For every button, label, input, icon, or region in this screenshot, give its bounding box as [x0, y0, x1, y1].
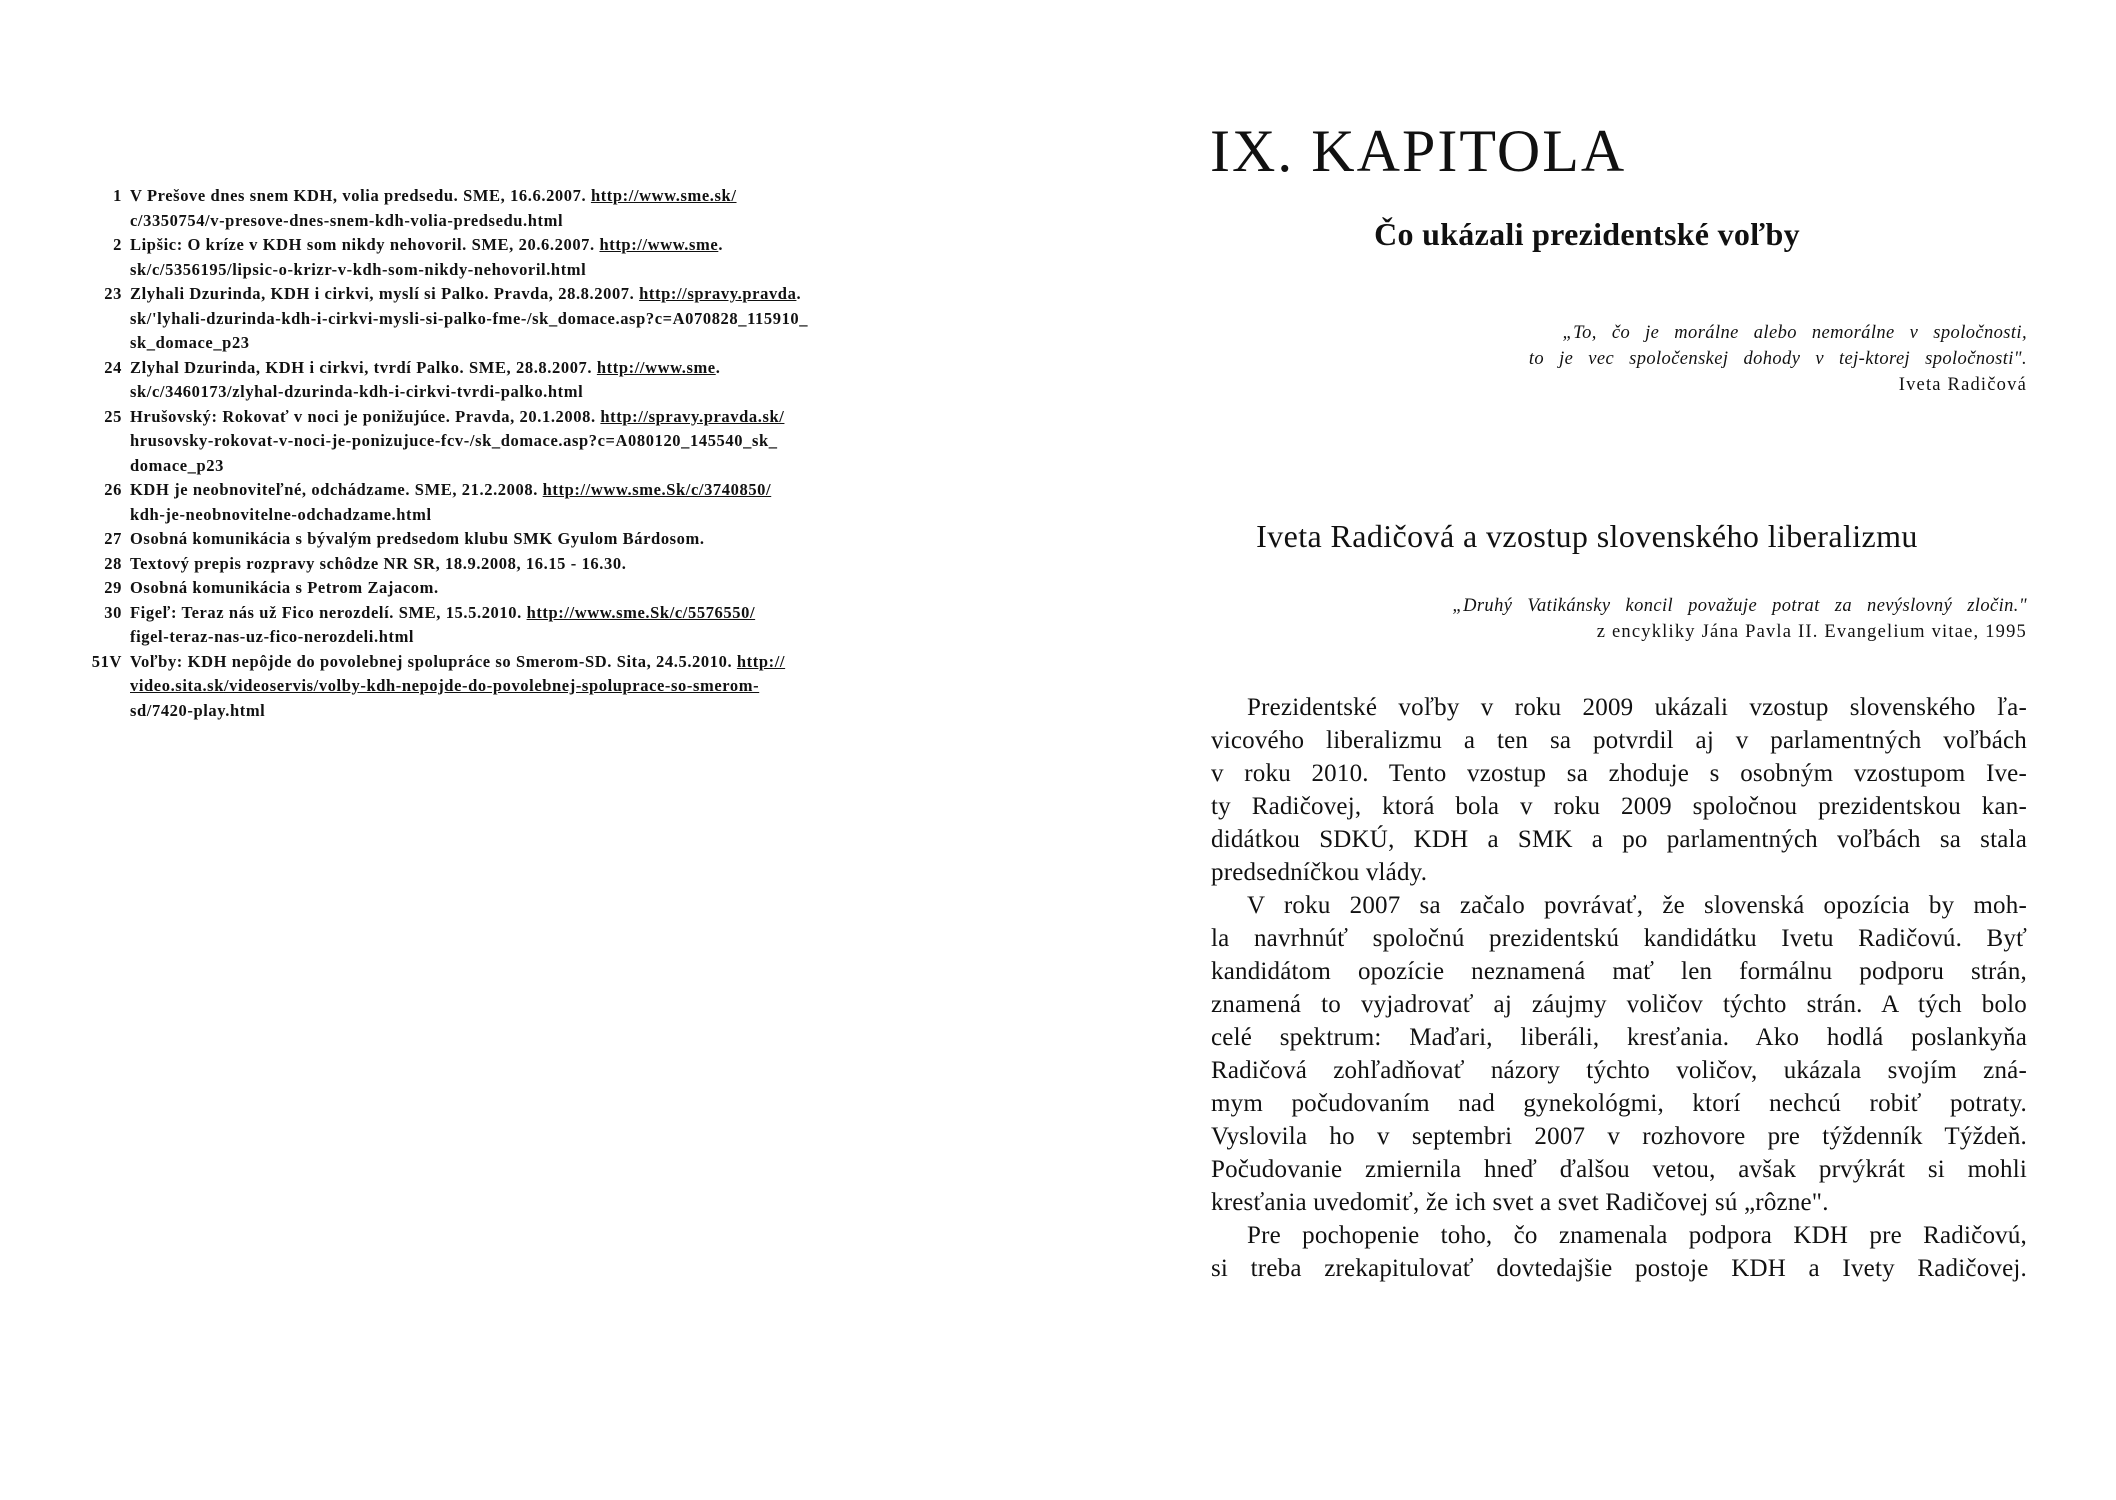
footnote-number: 29 [104, 578, 122, 597]
footnote-text: sk/'lyhali-dzurinda-kdh-i-cirkvi-mysli-si-palko-fme-/sk_domace.asp?c=A070828_115910_ [130, 308, 809, 328]
motto-line: to je vec spoločenskej dohody v tej-ktorej spoločnosti". [1528, 349, 2027, 369]
section-motto-quote [1127, 593, 2027, 645]
body-line: V roku 2007 sa začalo povrávať, že slovenská opozícia by moh- [1247, 892, 2027, 919]
footnote-line [130, 454, 904, 479]
footnote [84, 552, 904, 577]
footnote-line [130, 380, 904, 405]
footnote-line [130, 601, 904, 626]
footnote-link[interactable]: http://spravy.pravda [639, 284, 797, 303]
motto-quote [1127, 320, 2027, 398]
motto-line: „Druhý Vatikánsky koncil považuje potrat za nevýslovný zločin." [1452, 596, 2027, 616]
body-line: ty Radičovej, ktorá bola v roku 2009 spoločnou prezidentskou kan- [1211, 793, 2027, 820]
section-title: Iveta Radičová a vzostup slovenského liberalizmu [1256, 518, 1918, 554]
footnote-text: KDH je neobnoviteľné, odchádzame. SME, 21.2.2008. [130, 480, 543, 499]
footnote-link[interactable]: http://www.sme.Sk/c/3740850/ [542, 480, 772, 499]
footnote-link[interactable]: http://www.sme.sk/ [590, 186, 737, 205]
footnote-line [130, 258, 904, 283]
footnote-link[interactable]: http:// [736, 651, 786, 671]
footnote [84, 478, 904, 527]
footnote-link[interactable]: http://www.sme [599, 235, 719, 254]
footnote-text: figel-teraz-nas-uz-fico-nerozdeli.html [130, 627, 415, 646]
body-line: v roku 2010. Tento vzostup sa zhoduje s osobným vzostupom Ive- [1211, 760, 2027, 787]
footnote-text: Osobná komunikácia s bývalým predsedom klubu SMK Gyulom Bárdosom. [130, 529, 705, 548]
footnote-line [130, 282, 904, 307]
footnote-number: 51V [91, 651, 122, 671]
body-line: la navrhnúť spoločnú prezidentskú kandidátku Ivetu Radičovú. Byť [1211, 925, 2027, 952]
footnote-line [130, 674, 904, 699]
footnote [84, 233, 904, 282]
footnote-number: 2 [113, 235, 122, 254]
body-line: celé spektrum: Maďari, liberáli, kresťania. Ako hodlá poslankyňa [1211, 1024, 2027, 1051]
footnote-line [130, 552, 904, 577]
right-page [1058, 0, 2116, 1500]
footnote-number: 1 [113, 186, 122, 205]
body-line: Pre pochopenie toho, čo znamenala podpora KDH pre Radičovú, [1247, 1222, 2027, 1249]
footnote-text: sk_domace_p23 [130, 333, 250, 352]
footnotes-list [84, 184, 904, 723]
footnote-line [130, 503, 904, 528]
footnote-text: Zlyhal Dzurinda, KDH i cirkvi, tvrdí Palko. SME, 28.8.2007. [130, 357, 597, 377]
footnote-link[interactable]: http://www.sme.Sk/c/5576550/ [526, 602, 756, 622]
footnote [84, 356, 904, 405]
footnote-line [130, 576, 904, 601]
footnote [84, 650, 904, 724]
footnote-number: 30 [104, 602, 122, 622]
footnote-text-tail: . [796, 284, 802, 303]
footnote-text: c/3350754/v-presove-dnes-snem-kdh-volia-predsedu.html [130, 210, 564, 230]
body-text [1211, 691, 2027, 1285]
chapter-subtitle: Čo ukázali prezidentské voľby [1374, 216, 1800, 252]
body-line: kresťania uvedomiť, že ich svet a svet Radičovej sú „rôzne". [1211, 1189, 1829, 1216]
body-line: kandidátom opozície neznamená mať len formálnu podporu strán, [1211, 958, 2027, 985]
motto-author: Iveta Radičová [1898, 375, 2027, 395]
footnote-text: domace_p23 [130, 455, 224, 475]
footnote-link[interactable]: video.sita.sk/videoservis/volby-kdh-nepojde-do-povolebnej-spoluprace-so-smerom- [130, 676, 760, 695]
body-line: si treba zrekapitulovať dovtedajšie postoje KDH a Ivety Radičovej. [1211, 1255, 2027, 1282]
body-line: Počudovanie zmiernila hneď ďalšou vetou, avšak prvýkrát si mohli [1211, 1156, 2027, 1183]
footnote-text-tail: . [718, 235, 724, 254]
footnote-text: Osobná komunikácia s Petrom Zajacom. [130, 578, 439, 597]
footnote-line [130, 209, 904, 234]
footnote-line [130, 184, 904, 209]
footnote-text: Zlyhali Dzurinda, KDH i cirkvi, myslí si Palko. Pravda, 28.8.2007. [130, 284, 640, 303]
body-line: znamená to vyjadrovať aj záujmy voličov týchto strán. A tých bolo [1211, 991, 2027, 1018]
footnote-text: sd/7420-play.html [130, 700, 266, 720]
footnote-number: 26 [104, 480, 122, 499]
footnote-text: Lipšic: O kríze v KDH som nikdy nehovoril. SME, 20.6.2007. [130, 235, 600, 254]
footnote-number: 28 [104, 553, 122, 573]
chapter-title: IX. KAPITOLA [1210, 118, 1627, 184]
footnote-line [130, 405, 904, 430]
body-line: predsedníčkou vlády. [1211, 859, 1428, 886]
footnote-text: Figeľ: Teraz nás už Fico nerozdelí. SME, 15.5.2010. [130, 602, 527, 622]
footnote-line [130, 527, 904, 552]
footnote-line [130, 478, 904, 503]
footnote [84, 527, 904, 552]
body-line: Vyslovila ho v septembri 2007 v rozhovore pre týždenník Týždeň. [1211, 1123, 2027, 1150]
body-line: vicového liberalizmu a ten sa potvrdil aj v parlamentných voľbách [1211, 727, 2027, 754]
motto-line: „To, čo je morálne alebo nemorálne v spoločnosti, [1562, 323, 2027, 343]
footnote-text: Textový prepis rozpravy schôdze NR SR, 18.9.2008, 16.15 - 16.30. [130, 553, 627, 573]
footnote-number: 23 [104, 284, 122, 303]
footnote-line [130, 650, 904, 675]
footnote-line [130, 699, 904, 724]
footnote-text: sk/c/3460173/zlyhal-dzurinda-kdh-i-cirkvi-tvrdi-palko.html [130, 382, 584, 401]
footnote [84, 576, 904, 601]
footnote-number: 27 [104, 529, 122, 548]
footnote-text: hrusovsky-rokovat-v-noci-je-ponizujuce-fcv-/sk_domace.asp?c=A080120_145540_sk_ [130, 431, 778, 450]
footnote-text: V Prešove dnes snem KDH, volia predsedu. SME, 16.6.2007. [130, 186, 591, 205]
body-line: didátkou SDKÚ, KDH a SMK a po parlamentných voľbách sa stala [1211, 826, 2027, 853]
footnote-line [130, 625, 904, 650]
footnote-line [130, 307, 904, 332]
footnote-text-tail: . [715, 357, 721, 377]
footnote-text: Hrušovský: Rokovať v noci je ponižujúce. Pravda, 20.1.2008. [130, 406, 601, 426]
footnote-text: sk/c/5356195/lipsic-o-krizr-v-kdh-som-nikdy-nehovoril.html [130, 259, 587, 279]
footnote-line [130, 356, 904, 381]
footnote [84, 405, 904, 479]
body-line: Prezidentské voľby v roku 2009 ukázali vzostup slovenského ľa- [1247, 694, 2027, 721]
footnote [84, 601, 904, 650]
footnote-text: kdh-je-neobnovitelne-odchadzame.html [130, 504, 432, 524]
body-line: mym počudovaním nad gynekológmi, ktorí nechcú robiť potraty. [1211, 1090, 2027, 1117]
footnote-link[interactable]: http://spravy.pravda.sk/ [600, 406, 785, 426]
motto-author: z encykliky Jána Pavla II. Evangelium vitae, 1995 [1596, 622, 2027, 642]
footnote-number: 25 [104, 406, 122, 426]
footnote [84, 282, 904, 356]
footnote-number: 24 [104, 357, 122, 377]
footnote [84, 184, 904, 233]
footnote-line [130, 429, 904, 454]
footnote-line [130, 331, 904, 356]
footnote-line [130, 233, 904, 258]
body-line: Radičová zohľadňovať názory týchto voličov, ukázala svojím zná- [1211, 1057, 2027, 1084]
footnote-link[interactable]: http://www.sme [596, 357, 716, 377]
footnote-text: Voľby: KDH nepôjde do povolebnej spolupráce so Smerom-SD. Sita, 24.5.2010. [130, 651, 737, 671]
